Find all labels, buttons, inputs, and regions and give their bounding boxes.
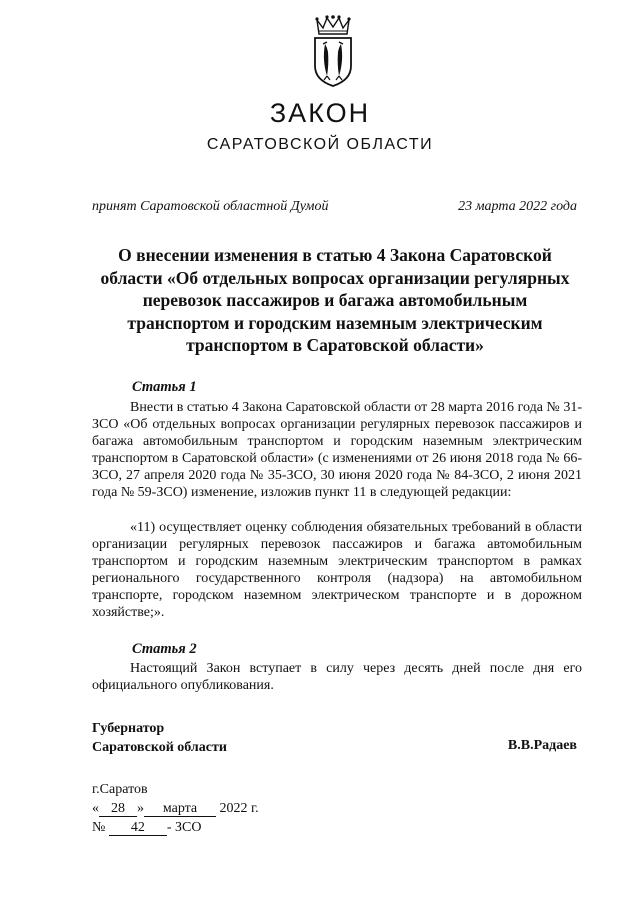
- registration-number: 42: [109, 821, 167, 836]
- signatory-name: В.В.Радаев: [507, 738, 577, 753]
- registration-date-line: [92, 799, 259, 818]
- registration-month: марта: [144, 802, 216, 817]
- signatory-position-line-2: Саратовской области: [92, 740, 227, 755]
- number-sign: №: [92, 820, 106, 835]
- quote-open: «: [92, 801, 99, 816]
- registration-year: 2022 г.: [219, 801, 259, 816]
- signatory-position: [92, 719, 227, 757]
- registration-day: 28: [99, 802, 137, 817]
- quote-close: »: [137, 801, 144, 816]
- document-title: О внесении изменения в статью 4 Закона Саратовской области «Об отдельных вопросах организации регулярных перевозок пассажиров и багажа автомобильным транспортом и городским наземным электрическим транспортом в Саратовской области»: [100, 245, 570, 355]
- adoption-date: 23 марта 2022 года: [458, 199, 577, 214]
- coat-of-arms-emblem: [311, 14, 355, 88]
- registration-city: г.Саратов: [92, 782, 148, 797]
- signatory-position-line-1: Губернатор: [92, 721, 165, 736]
- article-1-paragraph-1: Внести в статью 4 Закона Саратовской области от 28 марта 2016 года № 31-ЗСО «Об отдельных вопросах организации регулярных перевозок пассажиров и багажа автомобильным транспортом и городским наземным электрическим транспортом в Саратовской области» (с изменениями от 26 июня 2018 года № 66-ЗСО, 27 апреля 2020 года № 35-ЗСО, 30 июня 2020 года № 84-ЗСО, 2 июня 2021 года № 59-ЗСО) изменение, изложив пункт 11 в следующей редакции:: [92, 400, 582, 500]
- article-2-paragraph: Настоящий Закон вступает в силу через десять дней после дня его официального опубликования.: [92, 661, 582, 693]
- law-title: ЗАКОН: [269, 98, 371, 128]
- article-1-paragraph-2: «11) осуществляет оценку соблюдения обязательных требований в области организации регулярных перевозок пассажиров и багажа автомобильным транспортом и городским наземным электрическим транспортом в рамках регионального государственного контроля (надзора) на автомобильном транспорте, городском наземном электрическом транспорте и в дорожном хозяйстве;».: [92, 520, 582, 620]
- adopted-by-line: принят Саратовской областной Думой: [92, 199, 329, 214]
- registration-number-line: [92, 818, 259, 837]
- registration-suffix: - ЗСО: [166, 820, 202, 835]
- article-2-heading: Статья 2: [132, 641, 197, 657]
- registration-block: [92, 780, 259, 837]
- law-region-subtitle: САРАТОВСКОЙ ОБЛАСТИ: [206, 136, 434, 153]
- article-1-heading: Статья 1: [132, 379, 197, 395]
